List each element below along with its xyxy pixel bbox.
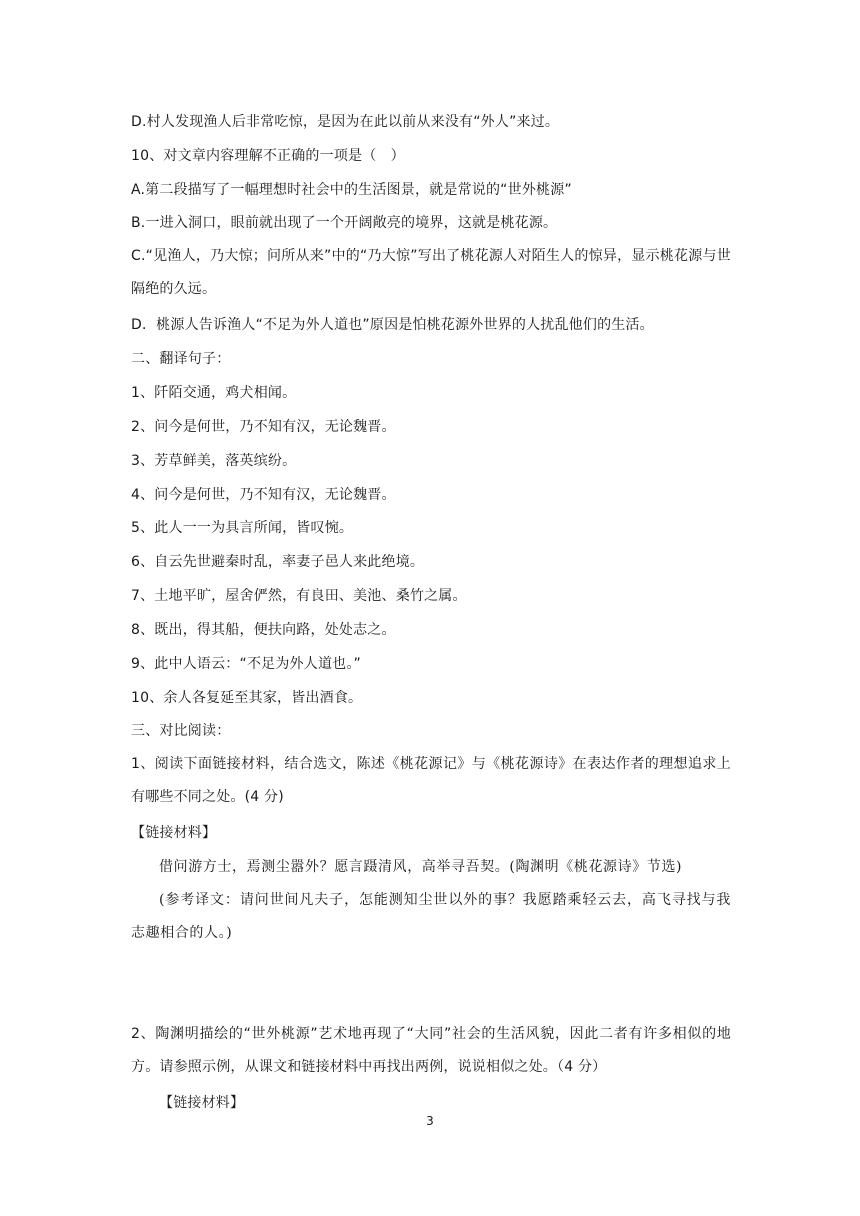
translate-item-1: 1、阡陌交通，鸡犬相闻。 [131, 385, 297, 401]
translate-item-5: 5、此人一一为具言所闻，皆叹惋。 [131, 520, 354, 536]
link-material-label-2: 【链接材料】 [159, 1095, 245, 1111]
compare-question-1: 1、阅读下面链接材料，结合选文，陈述《桃花源记》与《桃花源诗》在表达作者的理想追求上有哪些不同之处。(4 分) [131, 756, 731, 805]
page-number: 3 [426, 1114, 434, 1128]
compare-question-2: 2、陶渊明描绘的“世外桃源”艺术地再现了“大同”社会的生活风貌，因此二者有许多相似的地方。请参照示例，从课文和链接材料中再找出两例，说说相似之处。（4 分） [131, 1026, 731, 1075]
translate-item-10: 10、余人各复延至其家，皆出酒食。 [131, 690, 363, 706]
option-c: C.“见渔人，乃大惊；问所从来”中的“乃大惊”写出了桃花源人对陌生人的惊异，显示桃花源与世隔绝的久远。 [131, 248, 731, 297]
translate-item-7: 7、土地平旷，屋舍俨然，有良田、美池、桑竹之属。 [131, 588, 467, 604]
option-b: B.一进入洞口，眼前就出现了一个开阔敞亮的境界，这就是桃花源。 [131, 215, 558, 231]
question-10: 10、对文章内容理解不正确的一项是（ ） [131, 148, 405, 164]
translate-item-9: 9、此中人语云：“不足为外人道也。” [131, 656, 362, 672]
section-2-heading: 二、翻译句子： [131, 351, 231, 367]
translate-item-8: 8、既出，得其船，便扶向路，处处志之。 [131, 622, 396, 638]
option-d: D．桃源人告诉渔人“不足为外人道也”原因是怕桃花源外世界的人扰乱他们的生活。 [131, 317, 654, 333]
option-d-line: D.村人发现渔人后非常吃惊，是因为在此以前从来没有“外人”来过。 [131, 114, 560, 130]
link-material-label-1: 【链接材料】 [131, 825, 217, 841]
translate-item-6: 6、自云先世避秦时乱，率妻子邑人来此绝境。 [131, 554, 425, 570]
poem-excerpt: 借问游方士，焉测尘嚣外？愿言蹑清风，高举寻吾契。(陶渊明《桃花源诗》节选) [159, 859, 683, 875]
translate-item-2: 2、问今是何世，乃不知有汉，无论魏晋。 [131, 419, 396, 435]
translate-item-4: 4、问今是何世，乃不知有汉，无论魏晋。 [131, 487, 396, 503]
translate-item-3: 3、芳草鲜美，落英缤纷。 [131, 453, 297, 469]
option-a: A.第二段描写了一幅理想时社会中的生活图景，就是常说的“世外桃源” [131, 182, 572, 198]
reference-translation: (参考译文：请问世间凡夫子，怎能测知尘世以外的事？我愿踏乘轻云去，高飞寻找与我志趣相合的人。) [131, 892, 731, 941]
section-3-heading: 三、对比阅读： [131, 723, 231, 739]
